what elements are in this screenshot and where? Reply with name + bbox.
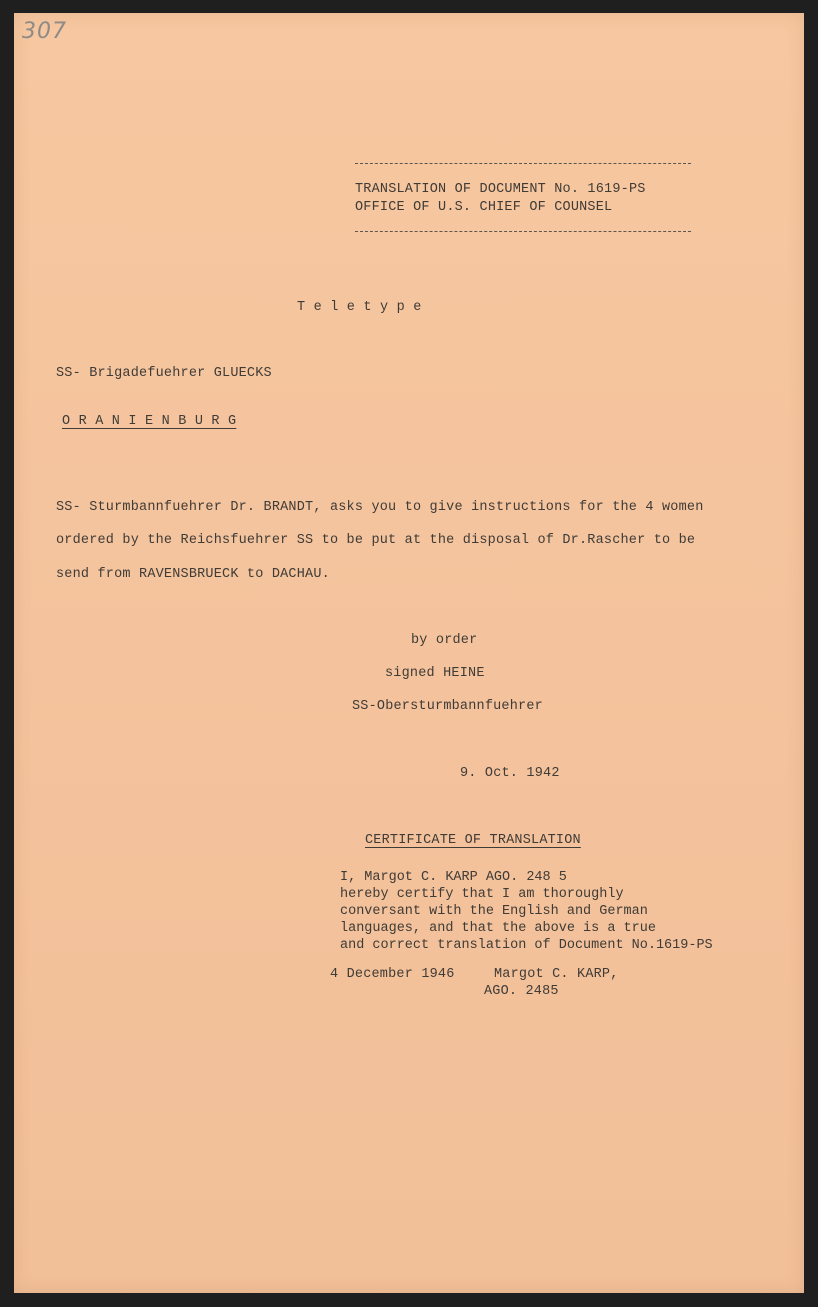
certificate-line-5: and correct translation of Document No.1619-PS <box>340 938 713 953</box>
body-line-2: ordered by the Reichsfuehrer SS to be put at the disposal of Dr.Rascher to be <box>56 533 696 548</box>
header-line-1: TRANSLATION OF DOCUMENT No. 1619-PS <box>355 182 646 197</box>
header-line-2: OFFICE OF U.S. CHIEF OF COUNSEL <box>355 200 613 215</box>
certificate-line-1: I, Margot C. KARP AGO. 248 5 <box>340 870 567 885</box>
header-top-rule <box>355 163 691 164</box>
document-type: T e l e t y p e <box>297 300 422 315</box>
translator-name: Margot C. KARP, <box>494 967 619 982</box>
addressee: SS- Brigadefuehrer GLUECKS <box>56 366 272 381</box>
by-order: by order <box>411 633 478 648</box>
document-page <box>14 13 804 1293</box>
certificate-date: 4 December 1946 <box>330 967 455 982</box>
certificate-text <box>340 869 713 954</box>
location: O R A N I E N B U R G <box>62 414 237 429</box>
header-bottom-rule <box>355 231 691 232</box>
certificate-line-3: conversant with the English and German <box>340 904 648 919</box>
body-line-1: SS- Sturmbannfuehrer Dr. BRANDT, asks you to give instructions for the 4 women <box>56 500 704 515</box>
signatory-rank: SS-Obersturmbannfuehrer <box>352 699 543 714</box>
translator-ago: AGO. 2485 <box>484 984 559 999</box>
certificate-line-2: hereby certify that I am thoroughly <box>340 887 624 902</box>
document-date: 9. Oct. 1942 <box>460 766 560 781</box>
page-number-handwritten: 307 <box>22 19 67 44</box>
body-line-3: send from RAVENSBRUECK to DACHAU. <box>56 567 330 582</box>
certificate-title: CERTIFICATE OF TRANSLATION <box>365 833 581 848</box>
signed: signed HEINE <box>385 666 485 681</box>
certificate-line-4: languages, and that the above is a true <box>340 921 656 936</box>
